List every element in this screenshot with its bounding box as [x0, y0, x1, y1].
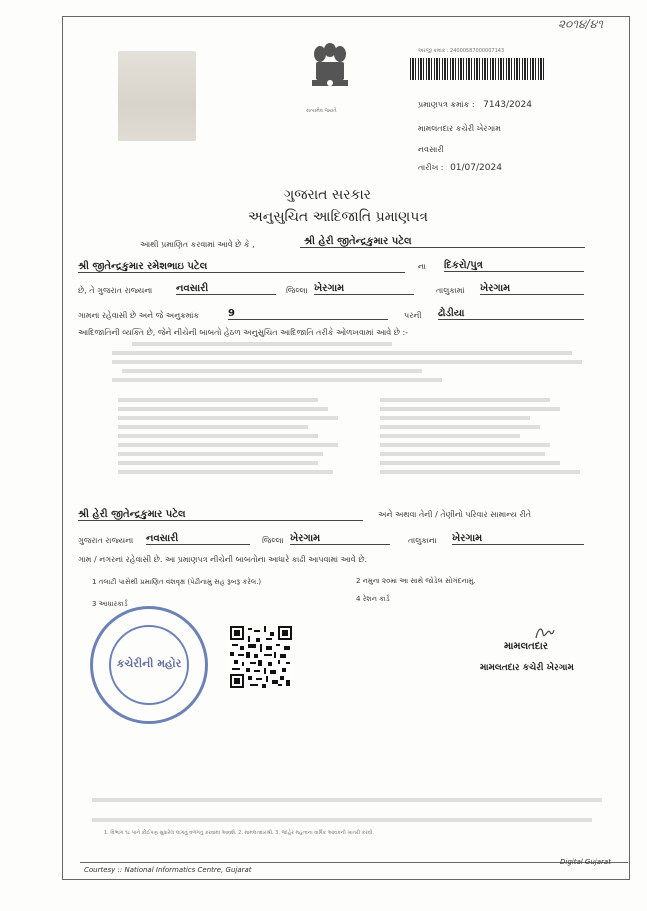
taluka-value: ખેરગામ — [480, 283, 584, 295]
na-label: ના — [418, 262, 426, 271]
legal-orders-left — [118, 398, 348, 479]
office-district: નવસારી — [418, 145, 444, 154]
issue-date: 01/07/2024 — [450, 163, 502, 173]
doc-item-3: 3 આધારકાર્ડ — [92, 600, 128, 608]
barcode-number: અરજી ક્રમાંક : 24000587000007143 — [418, 48, 505, 54]
village-line: ગામના રહેવાસી છે અને જે અનુક્રમાંક — [78, 311, 200, 320]
doc-item-2: 2 નમુના ૨૦માં આ સાથે જોડેલ સોગંદનામું. — [356, 577, 476, 585]
applicant-photo — [118, 51, 196, 141]
doc-item-1: 1 તલાટી પાસેથી પ્રમાણિત વંશવૃક્ષ (પેઢીનામું સહ રૂબરૂ કરેલ.) — [92, 578, 262, 586]
doc-item-4: 4 રેશન કાર્ડ — [356, 595, 390, 603]
applicant-name: શ્રી હેરી જીતેન્દ્રકુમાર પટેલ — [300, 236, 585, 248]
seal-text: કચેરીની મહોર — [116, 657, 182, 670]
courtesy-text: Courtesy :: National Informatics Centre, Gujarat — [84, 866, 252, 874]
govt-title: ગુજરાત સરકાર — [284, 187, 371, 203]
lower-taluka-label: તાલુકાના — [408, 536, 437, 545]
caste-label: પરની — [404, 311, 422, 320]
caste-name: ઢોડીયા — [438, 308, 584, 320]
emblem-caption: સત્યમેવ જયતે — [306, 108, 337, 114]
holder-name: શ્રી હેરી જીતેન્દ્રકુમાર પટેલ — [78, 509, 363, 521]
legal-orders-right — [380, 398, 600, 479]
cert-number-line — [418, 100, 532, 110]
tribe-line: આદિજાતિની વ્યક્તિ છે, જેને નીચેની બાબતો હેઠળ અનુસુચિત આદિજાતિ તરીકે ઓળખવામાં આવે છે :- — [78, 328, 409, 337]
taluka-label: તાલુકામાં — [436, 286, 465, 295]
national-emblem-icon — [300, 36, 360, 108]
lower-jilla-label: જિલ્લા — [262, 536, 284, 545]
state-prefix: છે, તે ગુજરાત રાજ્યના — [78, 286, 153, 295]
jilla-label: જિલ્લા — [286, 286, 308, 295]
barcode — [410, 58, 545, 80]
date-label: તારીખ : — [418, 163, 444, 172]
jilla-value: ખેરગામ — [314, 283, 414, 295]
signatory-title: મામલતદાર — [504, 641, 548, 652]
handwritten-mark: ૨૦૧૪/૪૧ — [558, 17, 603, 31]
signature-icon — [534, 624, 556, 642]
lower-district-value: નવસારી — [146, 533, 250, 545]
signatory-office: મામલતદાર કચેરી ખેરગામ — [480, 663, 574, 673]
legal-orders-block — [112, 342, 602, 387]
notes-block — [92, 798, 612, 827]
office-name: મામલતદાર કચેરી ખેરગામ — [418, 124, 501, 133]
serial-number: 9 — [228, 308, 388, 320]
cert-number-label: પ્રમાણપત્ર ક્રમાંક : — [418, 100, 475, 109]
cert-number: 7143/2024 — [483, 100, 532, 110]
certificate-title: અનુસુચિત આદિજાતિ પ્રમાણપત્ર — [248, 209, 428, 225]
office-seal — [90, 606, 208, 724]
district-value: નવસારી — [176, 283, 276, 295]
family-text: અને અથવા તેની / તેણીનો પરિવાર સામાન્ય રીતે — [378, 510, 532, 519]
qr-code — [230, 626, 292, 688]
father-name: શ્રી જીતેન્દ્રકુમાર રમેશભાઇ પટેલ — [78, 261, 405, 273]
brand-text: Digital Gujarat — [560, 858, 611, 866]
lower-taluka-value: ખેરગામ — [452, 533, 584, 545]
relation: દિકરો/પુત્ર — [444, 260, 584, 272]
date-line — [418, 163, 502, 173]
footer-divider — [80, 862, 628, 863]
certify-text: આથી પ્રમાણિત કરવામાં આવે છે કે , — [140, 240, 255, 249]
village-text: ગામ / નગરનાં રહેવાસી છે. આ પ્રમાણપત્ર નીચેની બાબતોના આધારે કાઢી આપવામાં આવે છે. — [78, 555, 368, 564]
lower-jilla-value: ખેરગામ — [290, 533, 390, 545]
notes-line: 1. વિભાગ ૧૮ પાને કોઈપણ સુધારેલ લાગતું વળગતું કરવામાં આવશે. 2. મામલતદારશ્રી. 3. જાહેર મહત્વના વાર્ષિક આવકની ખાતરી કરવી. — [104, 830, 374, 836]
lower-state-prefix: ગુજરાત રાજ્યના — [78, 536, 134, 545]
